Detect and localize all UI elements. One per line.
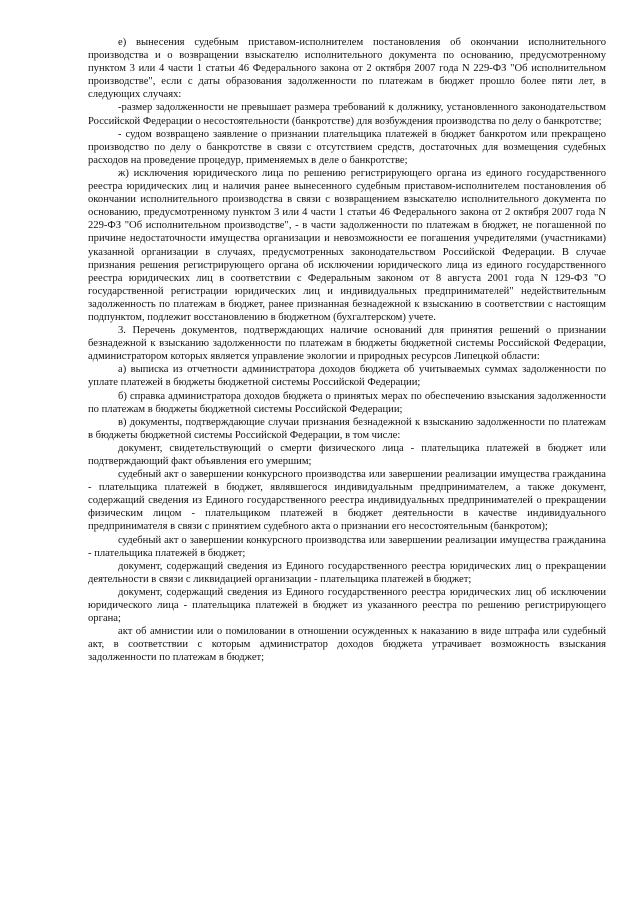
paragraph-amnesty: акт об амнистии или о помиловании в отношении осужденных к наказанию в виде штрафа или судебный акт, в соответствии с которым администратор доходов бюджета утрачивает возможность взыскания задолженности по платежам в бюджет; <box>88 626 606 664</box>
paragraph-e: е) вынесения судебным приставом-исполнителем постановления об окончании исполнительного производства и о возвращении взыскателю исполнительного документа по основанию, предусмотренному пунктом 3 или 4 части 1 статьи 46 Федерального закона от 2 октября 2007 года N 229-ФЗ "Об исполнительном производстве", если с даты образования задолженности по платежам в бюджет прошло более пяти лет, в следующих случаях: <box>88 37 606 101</box>
paragraph-court-returned: - судом возвращено заявление о признании плательщика платежей в бюджет банкротом или прекращено производство по делу о банкротстве в связи с отсутствием средств, достаточных для возмещения судебных расходов на проведение процедур, применяемых в деле о банкротстве; <box>88 128 606 166</box>
paragraph-exclusion: документ, содержащий сведения из Единого государственного реестра юридических лиц об исключении юридического лица - плательщика платежей в бюджет из указанного реестра по решению регистрирующего органа; <box>88 586 606 625</box>
paragraph-zh: ж) исключения юридического лица по решению регистрирующего органа из единого государственного реестра юридических лиц и наличия ранее вынесенного судебным приставом-исполнителем постановления об окончании исполнительного производства в связи с возвращением взыскателю исполнительного документа по основанию, предусмотренному пунктом 3 или 4 части 1 статьи 46 Федерального закона от 2 октября 2007 года N 229-ФЗ "Об исполнительном производстве", - в части задолженности по платежам в бюджет, не погашенной по причине недостаточности имущества организации и невозможности ее погашения учредителями (участниками) указанной организации в случаях, предусмотренных законодательством Российской Федерации. В случае признания решения регистрирующего органа об исключении юридического лица из единого государственного реестра юридических лиц в соответствии с Федеральным законом от 8 августа 2001 года N 129-ФЗ "О государственной регистрации юридических лиц и индивидуальных предпринимателей" недействительным задолженность по платежам в бюджет, ранее признанная безнадежной к взысканию в соответствии с настоящим подпунктом, подлежит восстановлению в бюджетном (бухгалтерском) учете. <box>88 167 606 323</box>
paragraph-liquidation: документ, содержащий сведения из Единого государственного реестра юридических лиц о прекращении деятельности в связи с ликвидацией организации - плательщика платежей в бюджет; <box>88 560 606 585</box>
paragraph-3-documents-list: 3. Перечень документов, подтверждающих наличие оснований для принятия решений о признании безнадежной к взысканию задолженности по платежам в бюджеты бюджетной системы Российской Федерации, администратором которых является управление экологии и природных ресурсов Липецкой области: <box>88 325 606 363</box>
paragraph-v: в) документы, подтверждающие случаи признания безнадежной к взысканию задолженности по платежам в бюджеты бюджетной системы Российской Федерации, в том числе: <box>88 416 606 441</box>
paragraph-court-act-citizen: судебный акт о завершении конкурсного производства или завершении реализации имущества гражданина - плательщика платежей в бюджет; <box>88 534 606 559</box>
paragraph-court-act-entrepreneur: судебный акт о завершении конкурсного производства или завершении реализации имущества гражданина - плательщика платежей в бюджет, являвшегося индивидуальным предпринимателем, а также документ, содержащий сведения из Единого государственного реестра индивидуальных предпринимателей о прекращении физическим лицом - плательщиком платежей в бюджет деятельности в качестве индивидуального предпринимателя в связи с принятием судебного акта о признании его несостоятельным (банкротом); <box>88 469 606 533</box>
paragraph-death-document: документ, свидетельствующий о смерти физического лица - плательщика платежей в бюджет или подтверждающий факт объявления его умершим; <box>88 442 606 467</box>
paragraph-debt-size: -размер задолженности не превышает размера требований к должнику, установленного законодательством Российской Федерации о несостоятельности (банкротстве) для возбуждения производства по делу о банкротстве; <box>88 102 606 127</box>
paragraph-b: б) справка администратора доходов бюджета о принятых мерах по обеспечению взыскания задолженности по платежам в бюджеты бюджетной системы Российской Федерации; <box>88 390 606 415</box>
paragraph-a: а) выписка из отчетности администратора доходов бюджета об учитываемых суммах задолженности по уплате платежей в бюджеты бюджетной системы Российской Федерации; <box>88 364 606 389</box>
